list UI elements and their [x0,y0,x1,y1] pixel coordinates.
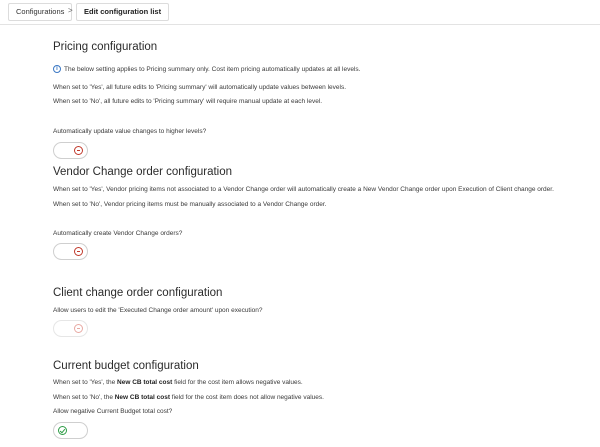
pricing-info [53,65,361,73]
breadcrumb-current: Edit configuration list [76,3,169,21]
budget-yes-text: When set to 'Yes', the New CB total cost field for the cost item allows negative values. [53,379,303,386]
vendor-question: Automatically create Vendor Change orders? [53,230,183,237]
info-icon: i [53,65,61,73]
budget-toggle[interactable] [53,422,88,439]
check-circle-icon [58,426,67,435]
client-toggle[interactable] [53,320,88,337]
breadcrumb [0,0,600,25]
minus-circle-icon [74,324,83,333]
pricing-no-text: When set to 'No', all future edits to 'Pricing summary' will require manual update at each level. [53,98,323,105]
pricing-question: Automatically update value changes to higher levels? [53,128,207,135]
vendor-yes-text: When set to 'Yes', Vendor pricing items not associated to a Vendor Change order will automatically create a New Vendor Change order upon Execution of Client change order. [53,186,554,193]
client-question: Allow users to edit the 'Executed Change order amount' upon execution? [53,307,263,314]
budget-no-text: When set to 'No', the New CB total cost field for the cost item does not allow negative values. [53,394,324,401]
minus-circle-icon [74,247,83,256]
pricing-info-text: The below setting applies to Pricing summary only. Cost item pricing automatically updates at all levels. [64,65,361,73]
client-title: Client change order configuration [53,287,223,299]
minus-circle-icon [74,146,83,155]
pricing-yes-text: When set to 'Yes', all future edits to 'Pricing summary' will automatically update values between levels. [53,84,347,91]
budget-question: Allow negative Current Budget total cost? [53,408,173,415]
vendor-toggle[interactable] [53,243,88,260]
pricing-title: Pricing configuration [53,41,158,53]
vendor-title: Vendor Change order configuration [53,166,233,178]
chevron-right-icon: > [68,6,73,15]
vendor-no-text: When set to 'No', Vendor pricing items must be manually associated to a Vendor Change order. [53,201,327,208]
budget-title: Current budget configuration [53,360,199,372]
breadcrumb-configurations-link[interactable]: Configurations [8,3,72,21]
pricing-toggle[interactable] [53,142,88,159]
